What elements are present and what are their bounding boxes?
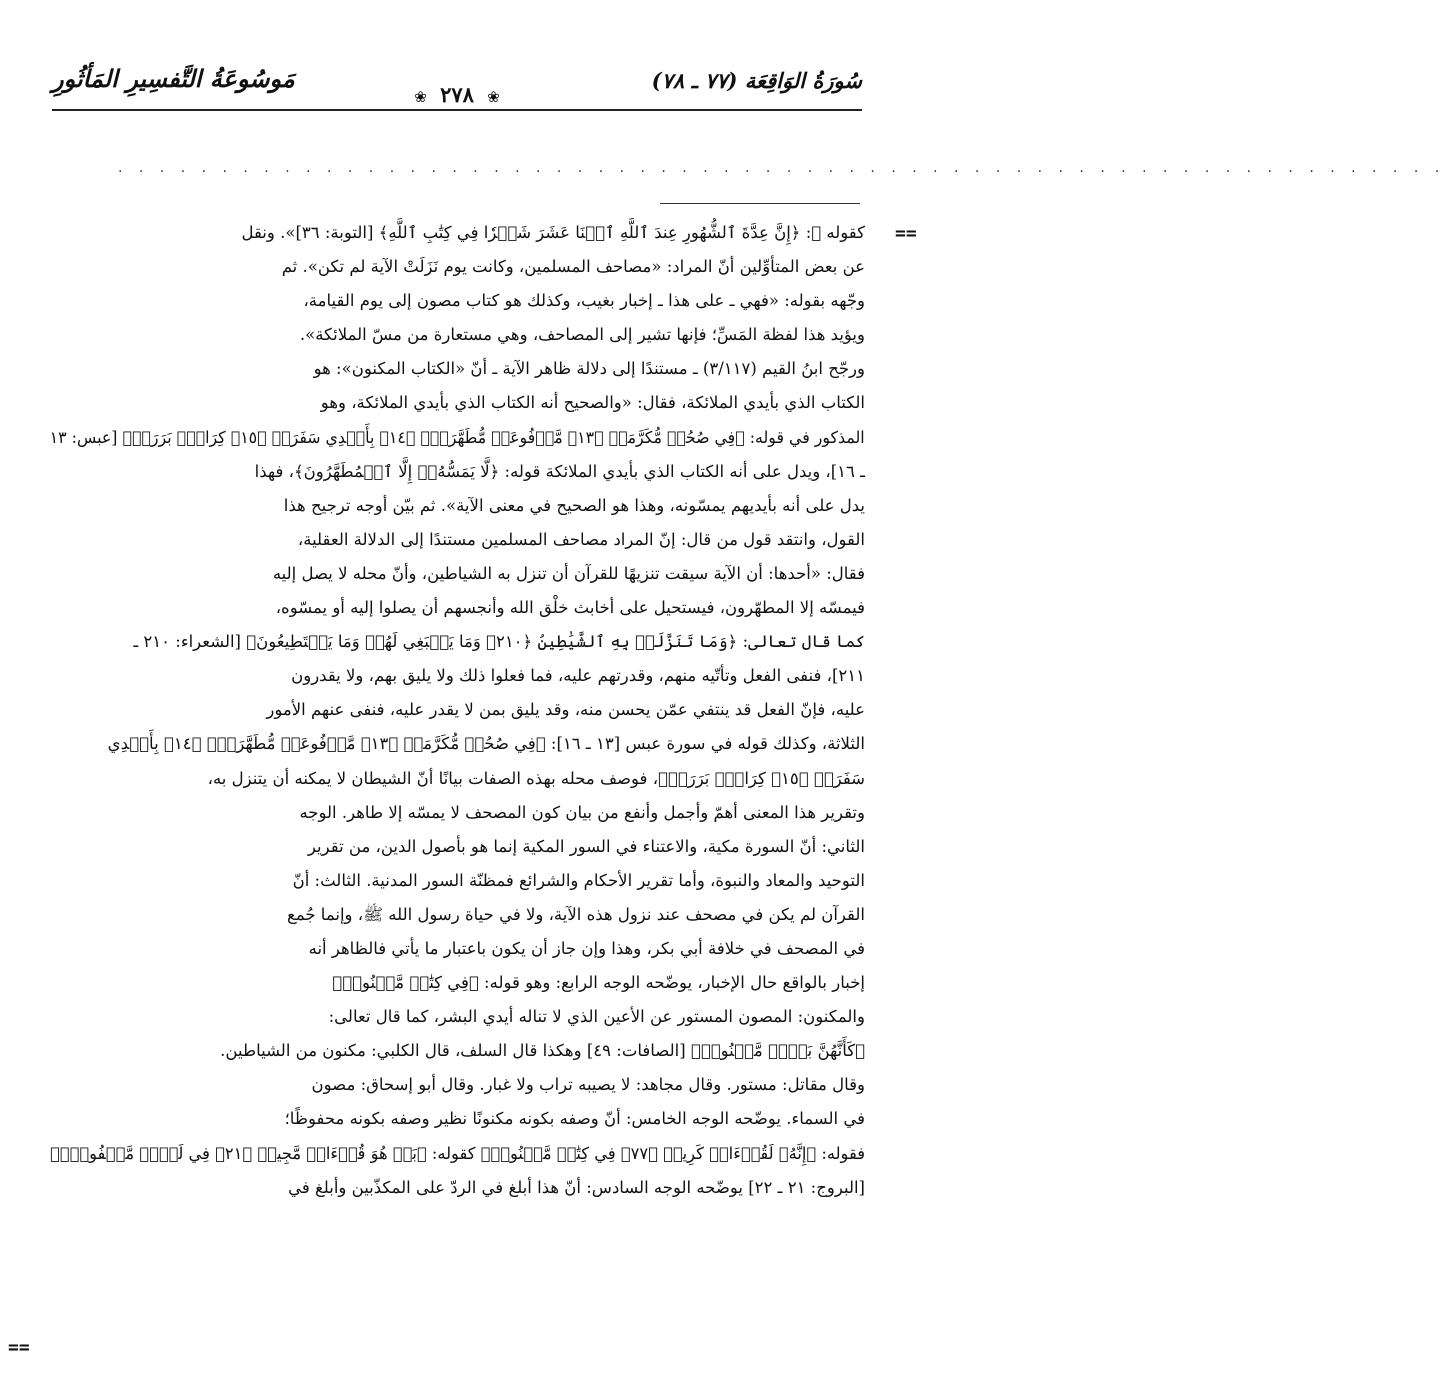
- text-line: ويؤيد هذا لفظة المَسِّ؛ فإنها تشير إلى المصاحف، وهي مستعارة من مسّ الملائكة».: [299, 325, 865, 345]
- dotted-separator: . . . . . . . . . . . . . . . . . . . . . . . . . . . . . . . . . . . . . . . . . . . . . . . . . . . . . . . . . . . . . . . .: [118, 160, 1445, 176]
- running-header: [52, 64, 862, 108]
- page-number: ٢٧٨: [440, 82, 474, 107]
- text-line: وتقرير هذا المعنى أهمّ وأجمل وأنفع من بيان كون المصحف لا يمسّه إلا طاهر. الوجه: [299, 802, 865, 822]
- verse-range: (٧٧ ـ ٧٨): [651, 68, 738, 93]
- book-title: مَوسُوعَةُ التَّفسِيرِ المَأثُورِ: [52, 64, 295, 93]
- text-line: ـ ١٦]، ويدل على أنه الكتاب الذي بأيدي الملائكة قوله: ﴿لَّا يَمَسُّهُۥٓ إِلَّا ٱلۡمُطَهَّرُونَ﴾، فهذا: [254, 461, 865, 481]
- text-line: القول، وانتقد قول من قال: إنّ المراد مصاحف المسلمين مستندًا إلى الدلالة العقلية،: [297, 529, 865, 549]
- text-line: سَفَرَةٖ ﴿١٥﴾ كِرَامِۭ بَرَرَةٖ﴾، فوصف محله بهذه الصفات بيانًا أنّ الشيطان لا يمكنه أن يتنزل به،: [207, 768, 865, 788]
- text-line: ورجّح ابنُ القيم (٣/١١٧) ـ مستندًا إلى دلالة ظاهر الآية ـ أنّ «الكتاب المكنون»: هو: [313, 359, 865, 379]
- text-line: القرآن لم يكن في مصحف عند نزول هذه الآية، ولا في حياة رسول الله ﷺ، وإنما جُمع: [287, 904, 865, 924]
- text-line: فيمسّه إلا المطهّرون، فيستحيل على أخابث خلْق الله وأنجسهم أن يصلوا إليه أو يمسّوه،: [275, 598, 865, 618]
- text-line: والمكنون: المصون المستور عن الأعين الذي لا تناله أيدي البشر، كما قال تعالى:: [328, 1007, 865, 1027]
- text-line: وقال مقاتل: مستور. وقال مجاهد: لا يصيبه تراب ولا غبار. وقال أبو إسحاق: مصون: [311, 1075, 865, 1095]
- footnote-rule: [660, 203, 860, 204]
- continuation-marker-bottom: ==: [8, 1337, 30, 1358]
- header-rule: [52, 109, 862, 111]
- text-line: يدل على أنه بأيديهم يمسّونه، وهذا هو الصحيح في معنى الآية». ثم بيّن أوجه ترجيح هذا: [283, 495, 865, 515]
- text-line: [البروج: ٢١ ـ ٢٢] يوضّحه الوجه السادس: أنّ هذا أبلغ في الردّ على المكذّبين وأبلغ في: [288, 1177, 865, 1197]
- text-line: عليه، فإنّ الفعل قد ينتفي عمّن يحسن منه، وقد يليق بمن لا يقدر عليه، فنفى عنهم الأمور: [266, 700, 865, 720]
- text-line: وجّهه بقوله: «فهي ـ على هذا ـ إخبار بغيب، وكذلك هو كتاب مصون إلى يوم القيامة،: [303, 291, 865, 311]
- text-line: فقوله: ﴿إِنَّهُۥ لَقُرۡءَانٞ كَرِيمٞ ﴿٧٧﴾ فِي كِتَٰبٖ مَّكۡنُونٖ﴾ كقوله: ﴿بَلۡ هُوَ قُرۡءَانٞ مَّجِيدٞ ﴿٢١﴾ فِي لَوۡحٖ مَّحۡفُوظِۭ﴾: [50, 1143, 865, 1163]
- text-line: الثلاثة، وكذلك قوله في سورة عبس [١٣ ـ ١٦]: ﴿فِي صُحُفٖ مُّكَرَّمَةٖ ﴿١٣﴾ مَّرۡفُوعَةٖ مُّطَهَّرَةِۭ ﴿١٤﴾ بِأَيۡدِي: [107, 734, 865, 754]
- ornament-icon: ❀: [414, 88, 427, 106]
- surah-name: سُورَةُ الوَاقِعَة: [744, 68, 862, 93]
- text-line: في المصحف في خلافة أبي بكر، وهذا وإن جاز أن يكون باعتبار ما يأتي فالظاهر أنه: [308, 938, 865, 958]
- text-line: التوحيد والمعاد والنبوة، وأما تقرير الأحكام والشرائع فمظنّة السور المدنية. الثالث: أنّ: [292, 870, 865, 890]
- text-line: الكتاب الذي بأيدي الملائكة، فقال: «والصحيح أنه الكتاب الذي بأيدي الملائكة، وهو: [320, 393, 865, 413]
- text-line: الثاني: أنّ السورة مكية، والاعتناء في السور المكية إنما هو بأصول الدين، من تقرير: [307, 836, 865, 856]
- text-line: كقوله ﷻ: ﴿إِنَّ عِدَّةَ ٱلشُّهُورِ عِندَ ٱللَّهِ ٱثۡنَا عَشَرَ شَهۡرٗا فِي كِتَٰبِ ٱللَّهِ﴾ [التوبة: ٣٦]». ونقل: [241, 223, 865, 242]
- ornament-icon: ❀: [487, 88, 500, 106]
- footnote-text: [50, 216, 865, 1371]
- text-line: كما قال تعالى: ﴿وَمَا تَنَزَّلَتۡ بِهِ ٱلشَّيَٰطِينُ ﴿٢١٠﴾ وَمَا يَنۢبَغِي لَهُمۡ وَمَا يَسۡتَطِيعُونَ﴾ [الشعراء: ٢١٠ ـ: [133, 632, 865, 652]
- text-line: المذكور في قوله: ﴿فِي صُحُفٖ مُّكَرَّمَةٖ ﴿١٣﴾ مَّرۡفُوعَةٖ مُّطَهَّرَةِۭ ﴿١٤﴾ بِأَيۡدِي سَفَرَةٖ ﴿١٥﴾ كِرَامِۭ بَرَرَةٖ﴾ [عبس: ١٣: [50, 427, 865, 447]
- continuation-marker-top: ==: [895, 223, 917, 244]
- text-line: فقال: «أحدها: أن الآية سيقت تنزيهًا للقرآن أن تنزل به الشياطين، وأنّ محله لا يصل إليه: [272, 563, 865, 583]
- text-line: إخبار بالواقع حال الإخبار، يوضّحه الوجه الرابع: وهو قوله: ﴿فِي كِتَٰبٖ مَّكۡنُونٖ﴾: [332, 973, 865, 993]
- text-line: عن بعض المتأوِّلين أنّ المراد: «مصاحف المسلمين، وكانت يوم نَزَلَتْ الآية لم تكن». ثم: [281, 257, 865, 277]
- text-line: ﴿كَأَنَّهُنَّ بَيۡضٞ مَّكۡنُونٞ﴾ [الصافات: ٤٩] وهكذا قال السلف، قال الكلبي: مكنون من الشياطين.: [220, 1041, 865, 1061]
- text-line: ٢١١]، فنفى الفعل وتأتّيه منهم، وقدرتهم عليه، فما فعلوا ذلك ولا يليق بهم، ولا يقدرون: [291, 666, 865, 686]
- text-line: في السماء. يوضّحه الوجه الخامس: أنّ وصفه بكونه مكنونًا نظير وصفه بكونه محفوظًا؛: [284, 1109, 865, 1129]
